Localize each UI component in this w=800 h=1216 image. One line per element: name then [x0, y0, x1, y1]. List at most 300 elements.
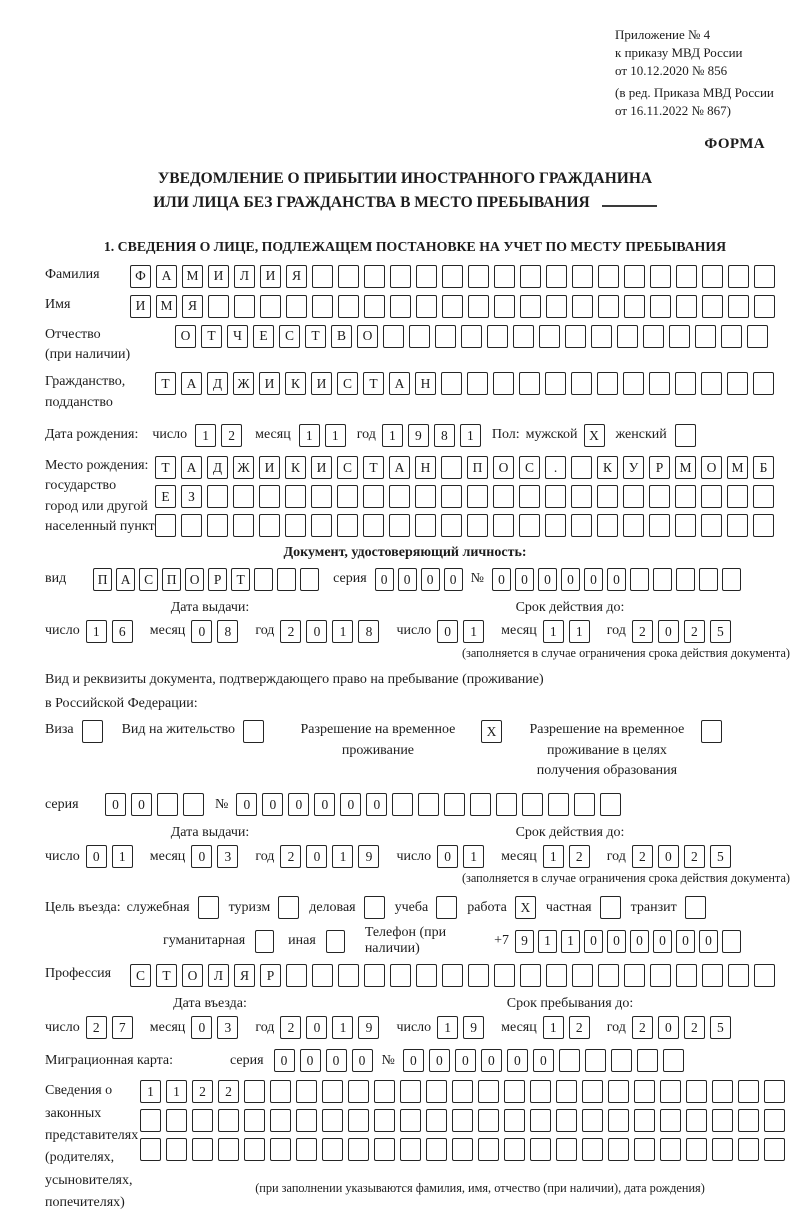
- birthplace-cells-2[interactable]: [155, 485, 779, 508]
- form-cell[interactable]: С: [337, 372, 358, 395]
- form-cell[interactable]: 0: [492, 568, 511, 591]
- form-cell[interactable]: [478, 1138, 499, 1161]
- temp-residence-checkbox[interactable]: X: [481, 720, 502, 743]
- form-cell[interactable]: 1: [437, 1016, 458, 1039]
- form-cell[interactable]: 0: [658, 1016, 679, 1039]
- form-cell[interactable]: [754, 964, 775, 987]
- form-cell[interactable]: А: [389, 456, 410, 479]
- form-cell[interactable]: 5: [710, 845, 731, 868]
- form-cell[interactable]: [311, 485, 332, 508]
- form-cell[interactable]: [166, 1109, 187, 1132]
- form-cell[interactable]: [649, 372, 670, 395]
- representatives-cells-2[interactable]: [140, 1109, 790, 1132]
- form-cell[interactable]: [722, 568, 741, 591]
- form-cell[interactable]: [753, 514, 774, 537]
- form-cell[interactable]: [259, 485, 280, 508]
- form-cell[interactable]: А: [181, 456, 202, 479]
- form-cell[interactable]: 2: [280, 1016, 301, 1039]
- form-cell[interactable]: [617, 325, 638, 348]
- form-cell[interactable]: [400, 1138, 421, 1161]
- form-cell[interactable]: И: [259, 456, 280, 479]
- form-cell[interactable]: [452, 1080, 473, 1103]
- form-cell[interactable]: [452, 1138, 473, 1161]
- form-cell[interactable]: 0: [274, 1049, 295, 1072]
- form-cell[interactable]: [478, 1080, 499, 1103]
- form-cell[interactable]: 1: [332, 620, 353, 643]
- residence-valid-day[interactable]: [437, 845, 489, 868]
- form-cell[interactable]: 5: [710, 1016, 731, 1039]
- form-cell[interactable]: [487, 325, 508, 348]
- form-cell[interactable]: [233, 514, 254, 537]
- form-cell[interactable]: [435, 325, 456, 348]
- form-cell[interactable]: [591, 325, 612, 348]
- form-cell[interactable]: 0: [437, 845, 458, 868]
- form-cell[interactable]: [634, 1109, 655, 1132]
- form-cell[interactable]: Т: [155, 456, 176, 479]
- form-cell[interactable]: И: [130, 295, 151, 318]
- form-cell[interactable]: Е: [253, 325, 274, 348]
- form-cell[interactable]: И: [260, 265, 281, 288]
- doc-seriya-cells[interactable]: [375, 568, 467, 591]
- form-cell[interactable]: [461, 325, 482, 348]
- form-cell[interactable]: 1: [112, 845, 133, 868]
- form-cell[interactable]: [233, 485, 254, 508]
- form-cell[interactable]: [522, 793, 543, 816]
- form-cell[interactable]: 7: [112, 1016, 133, 1039]
- sex-male-checkbox[interactable]: X: [584, 424, 605, 447]
- form-cell[interactable]: [660, 1109, 681, 1132]
- form-cell[interactable]: [650, 964, 671, 987]
- form-cell[interactable]: К: [597, 456, 618, 479]
- form-cell[interactable]: С: [279, 325, 300, 348]
- form-cell[interactable]: 0: [429, 1049, 450, 1072]
- form-cell[interactable]: [504, 1080, 525, 1103]
- form-cell[interactable]: [155, 514, 176, 537]
- form-cell[interactable]: [727, 514, 748, 537]
- form-cell[interactable]: [348, 1109, 369, 1132]
- form-cell[interactable]: [504, 1138, 525, 1161]
- form-cell[interactable]: Л: [208, 964, 229, 987]
- form-cell[interactable]: 0: [366, 793, 387, 816]
- form-cell[interactable]: [493, 372, 514, 395]
- form-cell[interactable]: [556, 1080, 577, 1103]
- form-cell[interactable]: 2: [280, 845, 301, 868]
- identity-issue-month[interactable]: [191, 620, 243, 643]
- form-cell[interactable]: [572, 295, 593, 318]
- form-cell[interactable]: [701, 514, 722, 537]
- form-cell[interactable]: [624, 964, 645, 987]
- residence-permit-checkbox[interactable]: [243, 720, 264, 743]
- form-cell[interactable]: Б: [753, 456, 774, 479]
- form-cell[interactable]: Ж: [233, 456, 254, 479]
- form-cell[interactable]: [663, 1049, 684, 1072]
- form-cell[interactable]: 8: [434, 424, 455, 447]
- form-cell[interactable]: [374, 1109, 395, 1132]
- form-cell[interactable]: [582, 1138, 603, 1161]
- form-cell[interactable]: [364, 964, 385, 987]
- form-cell[interactable]: [442, 265, 463, 288]
- form-cell[interactable]: [383, 325, 404, 348]
- form-cell[interactable]: [728, 265, 749, 288]
- form-cell[interactable]: 9: [515, 930, 534, 953]
- form-cell[interactable]: [676, 265, 697, 288]
- form-cell[interactable]: [649, 514, 670, 537]
- form-cell[interactable]: П: [162, 568, 181, 591]
- form-cell[interactable]: [702, 295, 723, 318]
- form-cell[interactable]: 1: [86, 620, 107, 643]
- form-cell[interactable]: Ч: [227, 325, 248, 348]
- form-cell[interactable]: 0: [300, 1049, 321, 1072]
- form-cell[interactable]: [426, 1080, 447, 1103]
- form-cell[interactable]: [441, 514, 462, 537]
- form-cell[interactable]: [270, 1138, 291, 1161]
- form-cell[interactable]: [478, 1109, 499, 1132]
- form-cell[interactable]: 1: [166, 1080, 187, 1103]
- form-cell[interactable]: 2: [569, 1016, 590, 1039]
- form-cell[interactable]: 0: [131, 793, 152, 816]
- form-cell[interactable]: [738, 1080, 759, 1103]
- form-cell[interactable]: [545, 485, 566, 508]
- form-cell[interactable]: [660, 1080, 681, 1103]
- form-cell[interactable]: Т: [201, 325, 222, 348]
- form-cell[interactable]: 1: [332, 1016, 353, 1039]
- form-cell[interactable]: [637, 1049, 658, 1072]
- visa-checkbox[interactable]: [82, 720, 103, 743]
- form-cell[interactable]: [686, 1080, 707, 1103]
- identity-valid-year[interactable]: [632, 620, 736, 643]
- form-cell[interactable]: [649, 485, 670, 508]
- form-cell[interactable]: [400, 1080, 421, 1103]
- form-cell[interactable]: [207, 485, 228, 508]
- form-cell[interactable]: [244, 1109, 265, 1132]
- form-cell[interactable]: [545, 514, 566, 537]
- form-cell[interactable]: [467, 514, 488, 537]
- form-cell[interactable]: И: [208, 265, 229, 288]
- form-cell[interactable]: [157, 793, 178, 816]
- form-cell[interactable]: [338, 964, 359, 987]
- form-cell[interactable]: [192, 1109, 213, 1132]
- form-cell[interactable]: .: [545, 456, 566, 479]
- identity-issue-day[interactable]: [86, 620, 138, 643]
- form-cell[interactable]: [285, 485, 306, 508]
- surname-cells[interactable]: [130, 265, 780, 288]
- form-cell[interactable]: [416, 964, 437, 987]
- form-cell[interactable]: П: [467, 456, 488, 479]
- form-cell[interactable]: [556, 1109, 577, 1132]
- form-cell[interactable]: [764, 1080, 785, 1103]
- form-cell[interactable]: [494, 295, 515, 318]
- form-cell[interactable]: [416, 295, 437, 318]
- form-cell[interactable]: [348, 1080, 369, 1103]
- form-cell[interactable]: [300, 568, 319, 591]
- form-cell[interactable]: [608, 1080, 629, 1103]
- purpose-humanitarian-checkbox[interactable]: [255, 930, 274, 953]
- form-cell[interactable]: 0: [403, 1049, 424, 1072]
- form-cell[interactable]: 0: [538, 568, 557, 591]
- form-cell[interactable]: [389, 514, 410, 537]
- form-cell[interactable]: [712, 1080, 733, 1103]
- form-cell[interactable]: [582, 1109, 603, 1132]
- form-cell[interactable]: [624, 295, 645, 318]
- form-cell[interactable]: 0: [306, 845, 327, 868]
- form-cell[interactable]: 0: [352, 1049, 373, 1072]
- form-cell[interactable]: 0: [398, 568, 417, 591]
- form-cell[interactable]: [675, 485, 696, 508]
- form-cell[interactable]: 1: [543, 1016, 564, 1039]
- residence-valid-month[interactable]: [543, 845, 595, 868]
- form-cell[interactable]: Я: [182, 295, 203, 318]
- form-cell[interactable]: 2: [684, 1016, 705, 1039]
- form-cell[interactable]: 3: [217, 1016, 238, 1039]
- sex-female-checkbox[interactable]: [675, 424, 696, 447]
- stay-day[interactable]: [437, 1016, 489, 1039]
- form-cell[interactable]: [337, 514, 358, 537]
- form-cell[interactable]: 3: [217, 845, 238, 868]
- form-cell[interactable]: [493, 514, 514, 537]
- purpose-other-checkbox[interactable]: [326, 930, 345, 953]
- form-cell[interactable]: [702, 964, 723, 987]
- form-cell[interactable]: [738, 1138, 759, 1161]
- form-cell[interactable]: [218, 1109, 239, 1132]
- identity-valid-day[interactable]: [437, 620, 489, 643]
- form-cell[interactable]: [364, 295, 385, 318]
- form-cell[interactable]: [764, 1138, 785, 1161]
- form-cell[interactable]: Ж: [233, 372, 254, 395]
- form-cell[interactable]: 0: [658, 620, 679, 643]
- form-cell[interactable]: М: [182, 265, 203, 288]
- form-cell[interactable]: 0: [455, 1049, 476, 1072]
- form-cell[interactable]: 1: [382, 424, 403, 447]
- form-cell[interactable]: О: [493, 456, 514, 479]
- profession-cells[interactable]: [130, 964, 780, 987]
- form-cell[interactable]: 0: [191, 1016, 212, 1039]
- form-cell[interactable]: [338, 295, 359, 318]
- form-cell[interactable]: С: [519, 456, 540, 479]
- form-cell[interactable]: [608, 1138, 629, 1161]
- residence-issue-month[interactable]: [191, 845, 243, 868]
- form-cell[interactable]: 0: [288, 793, 309, 816]
- form-cell[interactable]: 0: [326, 1049, 347, 1072]
- form-cell[interactable]: [582, 1080, 603, 1103]
- form-cell[interactable]: 0: [653, 930, 672, 953]
- form-cell[interactable]: С: [130, 964, 151, 987]
- form-cell[interactable]: 0: [86, 845, 107, 868]
- form-cell[interactable]: Т: [155, 372, 176, 395]
- form-cell[interactable]: [669, 325, 690, 348]
- form-cell[interactable]: [597, 372, 618, 395]
- form-cell[interactable]: [363, 514, 384, 537]
- form-cell[interactable]: [259, 514, 280, 537]
- form-cell[interactable]: [442, 295, 463, 318]
- form-cell[interactable]: [722, 930, 741, 953]
- identity-valid-month[interactable]: [543, 620, 595, 643]
- form-cell[interactable]: 2: [218, 1080, 239, 1103]
- form-cell[interactable]: 0: [340, 793, 361, 816]
- form-cell[interactable]: [598, 964, 619, 987]
- form-cell[interactable]: [530, 1109, 551, 1132]
- form-cell[interactable]: Л: [234, 265, 255, 288]
- form-cell[interactable]: В: [331, 325, 352, 348]
- form-cell[interactable]: И: [259, 372, 280, 395]
- form-cell[interactable]: Н: [415, 456, 436, 479]
- form-cell[interactable]: [312, 295, 333, 318]
- form-cell[interactable]: 0: [515, 568, 534, 591]
- form-cell[interactable]: [600, 793, 621, 816]
- form-cell[interactable]: [712, 1109, 733, 1132]
- form-cell[interactable]: [467, 485, 488, 508]
- form-cell[interactable]: Н: [415, 372, 436, 395]
- representatives-cells-3[interactable]: [140, 1138, 790, 1161]
- form-cell[interactable]: 2: [684, 620, 705, 643]
- form-cell[interactable]: [701, 372, 722, 395]
- form-cell[interactable]: 2: [86, 1016, 107, 1039]
- entry-day[interactable]: [86, 1016, 138, 1039]
- form-cell[interactable]: [519, 372, 540, 395]
- form-cell[interactable]: [296, 1080, 317, 1103]
- form-cell[interactable]: [296, 1109, 317, 1132]
- form-cell[interactable]: [623, 514, 644, 537]
- form-cell[interactable]: [183, 793, 204, 816]
- form-cell[interactable]: 2: [684, 845, 705, 868]
- form-cell[interactable]: 0: [584, 568, 603, 591]
- form-cell[interactable]: [546, 964, 567, 987]
- form-cell[interactable]: [363, 485, 384, 508]
- form-cell[interactable]: [520, 265, 541, 288]
- form-cell[interactable]: [643, 325, 664, 348]
- form-cell[interactable]: Я: [286, 265, 307, 288]
- form-cell[interactable]: М: [675, 456, 696, 479]
- form-cell[interactable]: 0: [421, 568, 440, 591]
- form-cell[interactable]: [676, 568, 695, 591]
- form-cell[interactable]: 1: [332, 845, 353, 868]
- form-cell[interactable]: [764, 1109, 785, 1132]
- entry-month[interactable]: [191, 1016, 243, 1039]
- birth-year-cells[interactable]: [382, 424, 486, 447]
- form-cell[interactable]: [519, 514, 540, 537]
- form-cell[interactable]: Т: [156, 964, 177, 987]
- form-cell[interactable]: [608, 1109, 629, 1132]
- form-cell[interactable]: [244, 1138, 265, 1161]
- form-cell[interactable]: [400, 1109, 421, 1132]
- form-cell[interactable]: 9: [358, 845, 379, 868]
- form-cell[interactable]: Е: [155, 485, 176, 508]
- form-cell[interactable]: [650, 295, 671, 318]
- form-cell[interactable]: 0: [533, 1049, 554, 1072]
- residence-valid-year[interactable]: [632, 845, 736, 868]
- birth-day-cells[interactable]: [195, 424, 247, 447]
- form-cell[interactable]: [312, 265, 333, 288]
- form-cell[interactable]: [207, 514, 228, 537]
- form-cell[interactable]: [218, 1138, 239, 1161]
- form-cell[interactable]: 0: [314, 793, 335, 816]
- form-cell[interactable]: 1: [538, 930, 557, 953]
- purpose-tourism-checkbox[interactable]: [278, 896, 299, 919]
- form-cell[interactable]: 0: [676, 930, 695, 953]
- form-cell[interactable]: [234, 295, 255, 318]
- residence-number-cells[interactable]: [236, 793, 626, 816]
- form-cell[interactable]: [520, 295, 541, 318]
- form-cell[interactable]: [598, 295, 619, 318]
- form-cell[interactable]: 2: [221, 424, 242, 447]
- form-cell[interactable]: 1: [463, 620, 484, 643]
- form-cell[interactable]: [530, 1080, 551, 1103]
- form-cell[interactable]: О: [701, 456, 722, 479]
- form-cell[interactable]: [337, 485, 358, 508]
- form-cell[interactable]: З: [181, 485, 202, 508]
- form-cell[interactable]: 0: [481, 1049, 502, 1072]
- doc-kind-cells[interactable]: [93, 568, 323, 591]
- form-cell[interactable]: [441, 485, 462, 508]
- form-cell[interactable]: [426, 1109, 447, 1132]
- form-cell[interactable]: [699, 568, 718, 591]
- doc-number-cells[interactable]: [492, 568, 745, 591]
- form-cell[interactable]: 8: [217, 620, 238, 643]
- form-cell[interactable]: 0: [306, 620, 327, 643]
- form-cell[interactable]: [548, 793, 569, 816]
- form-cell[interactable]: [545, 372, 566, 395]
- form-cell[interactable]: 0: [444, 568, 463, 591]
- form-cell[interactable]: [571, 514, 592, 537]
- form-cell[interactable]: 5: [710, 620, 731, 643]
- form-cell[interactable]: [409, 325, 430, 348]
- form-cell[interactable]: [468, 265, 489, 288]
- form-cell[interactable]: [520, 964, 541, 987]
- form-cell[interactable]: [738, 1109, 759, 1132]
- form-cell[interactable]: [260, 295, 281, 318]
- form-cell[interactable]: [754, 295, 775, 318]
- form-cell[interactable]: [653, 568, 672, 591]
- form-cell[interactable]: 0: [236, 793, 257, 816]
- form-cell[interactable]: [426, 1138, 447, 1161]
- form-cell[interactable]: [634, 1138, 655, 1161]
- form-cell[interactable]: [468, 295, 489, 318]
- form-cell[interactable]: [630, 568, 649, 591]
- form-cell[interactable]: Ф: [130, 265, 151, 288]
- residence-seriya-cells[interactable]: [105, 793, 209, 816]
- form-cell[interactable]: [496, 793, 517, 816]
- form-cell[interactable]: [676, 964, 697, 987]
- form-cell[interactable]: [322, 1138, 343, 1161]
- form-cell[interactable]: [556, 1138, 577, 1161]
- form-cell[interactable]: 1: [325, 424, 346, 447]
- form-cell[interactable]: 2: [280, 620, 301, 643]
- form-cell[interactable]: [753, 372, 774, 395]
- form-cell[interactable]: 2: [632, 620, 653, 643]
- purpose-work-checkbox[interactable]: X: [515, 896, 536, 919]
- form-cell[interactable]: А: [156, 265, 177, 288]
- form-cell[interactable]: 0: [658, 845, 679, 868]
- form-cell[interactable]: [441, 372, 462, 395]
- stay-month[interactable]: [543, 1016, 595, 1039]
- form-cell[interactable]: Т: [363, 456, 384, 479]
- form-cell[interactable]: [675, 372, 696, 395]
- form-cell[interactable]: 1: [460, 424, 481, 447]
- form-cell[interactable]: [181, 514, 202, 537]
- form-cell[interactable]: О: [185, 568, 204, 591]
- form-cell[interactable]: 1: [195, 424, 216, 447]
- form-cell[interactable]: [598, 265, 619, 288]
- form-cell[interactable]: 9: [408, 424, 429, 447]
- form-cell[interactable]: [296, 1138, 317, 1161]
- form-cell[interactable]: 0: [584, 930, 603, 953]
- form-cell[interactable]: [530, 1138, 551, 1161]
- form-cell[interactable]: [565, 325, 586, 348]
- form-cell[interactable]: 9: [358, 1016, 379, 1039]
- form-cell[interactable]: М: [727, 456, 748, 479]
- form-cell[interactable]: [574, 793, 595, 816]
- form-cell[interactable]: [390, 964, 411, 987]
- migration-seriya-cells[interactable]: [274, 1049, 378, 1072]
